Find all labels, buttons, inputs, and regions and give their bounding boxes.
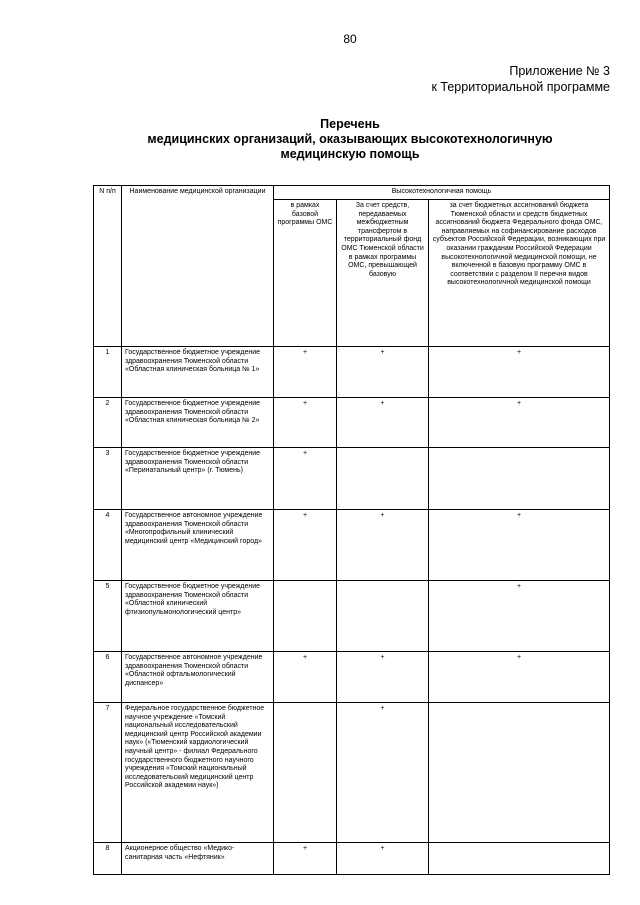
row-number: 4: [94, 510, 122, 581]
organization-name: Государственное автономное учреждение здравоохранения Тюменской области «Областной офтальмологический диспансер»: [122, 652, 274, 703]
table-row: [94, 703, 610, 843]
table-row: [94, 347, 610, 398]
interbudget-transfer-mark: [337, 581, 429, 652]
table-row: [94, 398, 610, 448]
interbudget-transfer-mark: +: [337, 652, 429, 703]
budget-allocations-mark: +: [429, 347, 610, 398]
budget-allocations-mark: +: [429, 510, 610, 581]
basic-program-mark: +: [274, 843, 337, 875]
interbudget-transfer-mark: +: [337, 510, 429, 581]
budget-allocations-mark: [429, 843, 610, 875]
interbudget-transfer-mark: +: [337, 843, 429, 875]
organizations-table: [93, 185, 610, 875]
title-line-1: Перечень: [320, 117, 380, 131]
header-basic-program: в рамках базовой программы ОМС: [274, 200, 337, 347]
organization-name: Федеральное государственное бюджетное научное учреждение «Томский национальный исследовательский медицинский центр Российской академии наук» («Тюменский кардиологический научный центр» - филиал Федерального государственного бюджетного научного учреждения «Томский национальный исследовательский медицинский центр Российской академии наук»): [122, 703, 274, 843]
row-number: 6: [94, 652, 122, 703]
budget-allocations-mark: +: [429, 398, 610, 448]
budget-allocations-mark: [429, 703, 610, 843]
interbudget-transfer-mark: [337, 448, 429, 510]
table-row: [94, 581, 610, 652]
interbudget-transfer-mark: +: [337, 703, 429, 843]
row-number: 3: [94, 448, 122, 510]
basic-program-mark: +: [274, 448, 337, 510]
organization-name: Государственное бюджетное учреждение здравоохранения Тюменской области «Областная клиническая больница № 1»: [122, 347, 274, 398]
budget-allocations-mark: +: [429, 652, 610, 703]
budget-allocations-mark: +: [429, 581, 610, 652]
table-row: [94, 843, 610, 875]
basic-program-mark: [274, 703, 337, 843]
organization-name: Государственное бюджетное учреждение здравоохранения Тюменской области «Областной клинический фтизиопульмонологический центр»: [122, 581, 274, 652]
row-number: 5: [94, 581, 122, 652]
basic-program-mark: +: [274, 652, 337, 703]
organization-name: Государственное бюджетное учреждение здравоохранения Тюменской области «Перинатальный центр» (г. Тюмень): [122, 448, 274, 510]
interbudget-transfer-mark: +: [337, 347, 429, 398]
table-row: [94, 652, 610, 703]
header-interbudget-transfer: За счет средств, передаваемых межбюджетным трансфертом в территориальный фонд ОМС Тюменской области в рамках программы ОМС, превышающей базовую: [337, 200, 429, 347]
page-number: 80: [343, 32, 357, 46]
budget-allocations-mark: [429, 448, 610, 510]
row-number: 1: [94, 347, 122, 398]
table-row: [94, 448, 610, 510]
organization-name: Акционерное общество «Медико-санитарная часть «Нефтяник»: [122, 843, 274, 875]
organization-name: Государственное бюджетное учреждение здравоохранения Тюменской области «Областная клиническая больница № 2»: [122, 398, 274, 448]
appendix-header: [431, 63, 610, 95]
row-number: 7: [94, 703, 122, 843]
header-number: N п/п: [94, 186, 122, 347]
header-organization-name: Наименование медицинской организации: [122, 186, 274, 347]
basic-program-mark: [274, 581, 337, 652]
document-title: [0, 117, 640, 162]
title-line-3: медицинскую помощь: [280, 147, 420, 161]
interbudget-transfer-mark: +: [337, 398, 429, 448]
header-high-tech-care: Высокотехнологичная помощь: [274, 186, 610, 200]
basic-program-mark: +: [274, 347, 337, 398]
appendix-line-2: к Территориальной программе: [431, 80, 610, 94]
table-row: [94, 510, 610, 581]
organization-name: Государственное автономное учреждение здравоохранения Тюменской области «Многопрофильный клинический медицинский центр «Медицинский город»: [122, 510, 274, 581]
title-line-2: медицинских организаций, оказывающих высокотехнологичную: [147, 132, 553, 146]
row-number: 8: [94, 843, 122, 875]
appendix-line-1: Приложение № 3: [509, 64, 610, 78]
basic-program-mark: +: [274, 510, 337, 581]
basic-program-mark: +: [274, 398, 337, 448]
header-budget-allocations: за счет бюджетных ассигнований бюджета Тюменской области и средств бюджетных ассигнований бюджета Федерального фонда ОМС, направляемых на софинансирование расходов субъектов Российской Федерации, возникающих при оказании гражданам Российской Федерации высокотехнологичной медицинской помощи, не включенной в базовую программу ОМС в соответствии с разделом II перечня видов высокотехнологичной медицинской помощи: [429, 200, 610, 347]
row-number: 2: [94, 398, 122, 448]
